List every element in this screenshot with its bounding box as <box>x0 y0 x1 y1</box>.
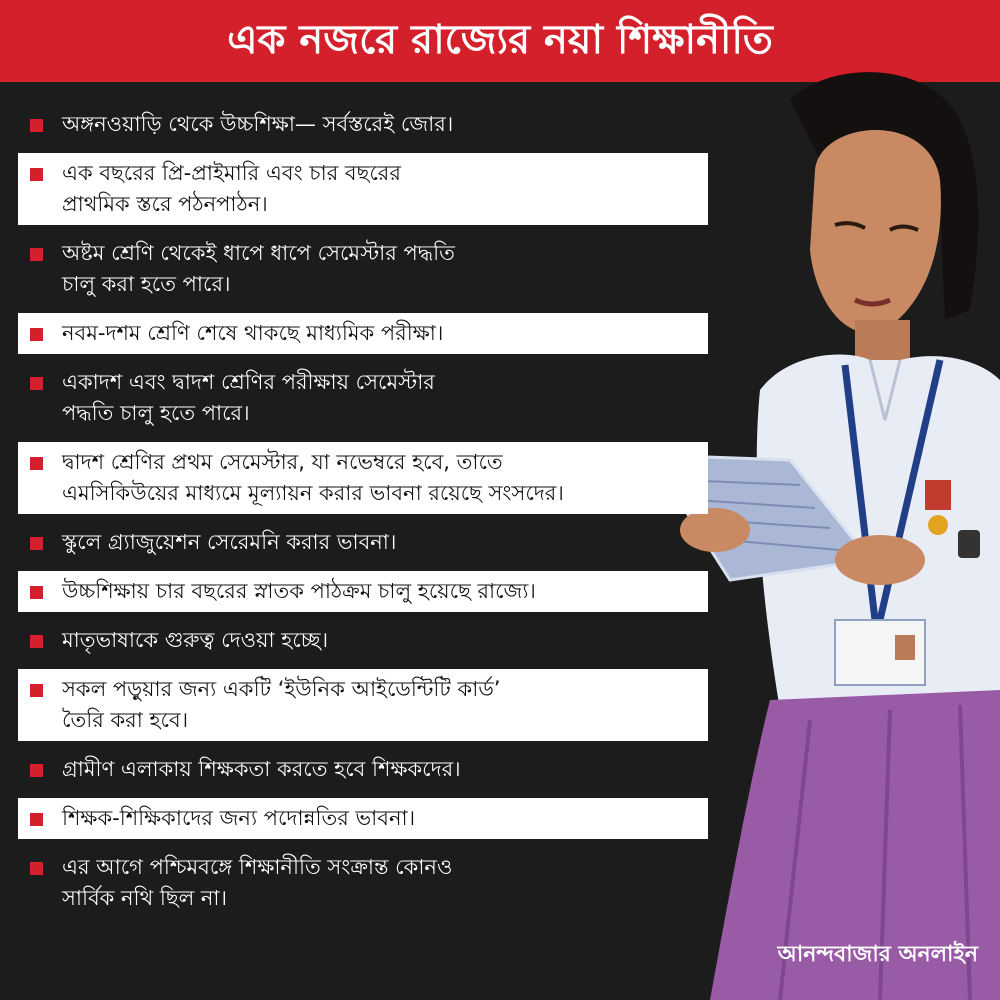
list-item <box>18 104 708 145</box>
publisher-credit: আনন্দবাজার অনলাইন <box>777 941 978 967</box>
square-bullet-icon <box>30 813 43 826</box>
list-item-text: এর আগে পশ্চিমবঙ্গে শিক্ষানীতি সংক্রান্ত কোনও সার্বিক নথি ছিল না। <box>62 855 453 910</box>
square-bullet-icon <box>30 586 43 599</box>
list-item <box>18 620 708 661</box>
square-bullet-icon <box>30 862 43 875</box>
square-bullet-icon <box>30 248 43 261</box>
square-bullet-icon <box>30 119 43 132</box>
square-bullet-icon <box>30 764 43 777</box>
square-bullet-icon <box>30 537 43 550</box>
list-item-text: অঙ্গনওয়াড়ি থেকে উচ্চশিক্ষা— সর্বস্তরেই জোর। <box>62 112 454 136</box>
list-item-text: মাতৃভাষাকে গুরুত্ব দেওয়া হচ্ছে। <box>62 628 329 652</box>
list-item-text: স্কুলে গ্র্যাজুয়েশন সেরেমনি করার ভাবনা। <box>62 530 397 554</box>
list-item <box>18 522 708 563</box>
list-item <box>18 153 708 225</box>
list-item-text: এক বছরের প্রি-প্রাইমারি এবং চার বছরের প্রাথমিক স্তরে পঠনপাঠন। <box>62 161 401 216</box>
list-item-text: নবম-দশম শ্রেণি শেষে থাকছে মাধ্যমিক পরীক্ষা। <box>62 321 444 345</box>
page-title: এক নজরে রাজ্যের নয়া শিক্ষানীতি <box>227 16 773 63</box>
list-item <box>18 669 708 741</box>
list-item <box>18 847 708 919</box>
square-bullet-icon <box>30 168 43 181</box>
policy-list <box>18 104 708 927</box>
list-item-text: উচ্চশিক্ষায় চার বছরের স্নাতক পাঠক্রম চালু হয়েছে রাজ্যে। <box>62 579 536 603</box>
square-bullet-icon <box>30 635 43 648</box>
list-item-text: গ্রামীণ এলাকায় শিক্ষকতা করতে হবে শিক্ষকদের। <box>62 757 461 781</box>
list-item-text: শিক্ষক-শিক্ষিকাদের জন্য পদোন্নতির ভাবনা। <box>62 806 416 830</box>
list-item <box>18 233 708 305</box>
list-item <box>18 798 708 839</box>
list-item-text: দ্বাদশ শ্রেণির প্রথম সেমেস্টার, যা নভেম্বরে হবে, তাতে এমসিকিউয়ের মাধ্যমে মূল্যায়ন করার ভাবনা রয়েছে সংসদের। <box>62 450 564 505</box>
list-item <box>18 313 708 354</box>
list-item-text: অষ্টম শ্রেণি থেকেই ধাপে ধাপে সেমেস্টার পদ্ধতি চালু করা হতে পারে। <box>62 241 455 296</box>
square-bullet-icon <box>30 684 43 697</box>
list-item-text: একাদশ এবং দ্বাদশ শ্রেণির পরীক্ষায় সেমেস্টার পদ্ধতি চালু হতে পারে। <box>62 370 435 425</box>
list-item-text: সকল পড়ুয়ার জন্য একটি ‘ইউনিক আইডেন্টিটি কার্ড’ তৈরি করা হবে। <box>62 677 501 732</box>
square-bullet-icon <box>30 377 43 390</box>
square-bullet-icon <box>30 457 43 470</box>
square-bullet-icon <box>30 328 43 341</box>
list-item <box>18 362 708 434</box>
list-item <box>18 571 708 612</box>
list-item <box>18 749 708 790</box>
list-item <box>18 442 708 514</box>
